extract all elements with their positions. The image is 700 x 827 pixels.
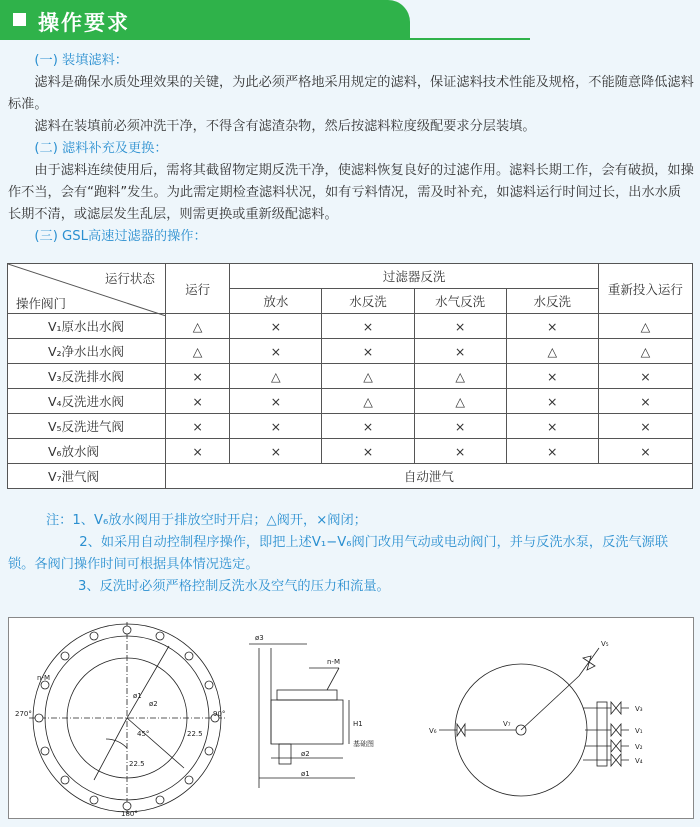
row-label: V₁原水出水阀 xyxy=(8,314,166,339)
auto-vent-cell: 自动泄气 xyxy=(165,464,692,489)
technical-drawings-panel xyxy=(8,617,694,819)
piping-v4-label: V₄ xyxy=(635,757,643,765)
row-label: V₂净水出水阀 xyxy=(8,339,166,364)
status-cell: × xyxy=(414,314,506,339)
section-d3-label: ø3 xyxy=(255,634,264,642)
status-cell: × xyxy=(165,364,229,389)
flange-plan-view xyxy=(29,622,225,814)
subheader-water-air-backwash: 水气反洗 xyxy=(414,289,506,314)
flange-nm-label: n-M xyxy=(37,674,51,682)
status-cell: × xyxy=(414,439,506,464)
section-h1-label: H1 xyxy=(353,720,363,728)
bullet-square-icon xyxy=(13,13,26,26)
header-restart: 重新投入运行 xyxy=(598,264,692,314)
note-3: 3、反洗时必须严格控制反洗水及空气的压力和流量。 xyxy=(78,579,390,594)
section-2-paragraph-1: 由于滤料连续使用后，需将其截留物定期反洗干净，使滤料恢复良好的过滤作用。滤料长期工作，会有破损，如操作不当，会有“跑料”发生。为此需定期检查滤料状况，如有亏料情况，需及时补充，如滤料运行时间过长，出水水质长期不清，或滤层发生乱层，则需更换或重新级配滤料。 xyxy=(8,163,694,222)
status-cell: × xyxy=(598,364,692,389)
status-cell: × xyxy=(230,439,322,464)
status-cell: △ xyxy=(598,314,692,339)
piping-valves xyxy=(457,656,621,766)
status-cell: × xyxy=(165,414,229,439)
section-1 xyxy=(8,50,694,248)
flange-45-label: 45° xyxy=(137,730,150,738)
table-row xyxy=(8,439,693,464)
note-2: 2、如采用自动控制程序操作，即把上述V₁−V₆阀门改用气动或电动阀门，并与反洗水泵，反洗气源联锁。各阀门操作时间可根据具体情况选定。 xyxy=(8,535,669,572)
flange-180-label: 180° xyxy=(121,810,138,818)
corner-top-label: 运行状态 xyxy=(104,271,155,286)
status-cell: △ xyxy=(230,364,322,389)
status-cell: △ xyxy=(165,339,229,364)
section-3-title: (三) GSL高速过滤器的操作： xyxy=(34,229,207,244)
flange-90-label: 90° xyxy=(213,710,226,718)
header-run: 运行 xyxy=(165,264,229,314)
row-label: V₄反洗进水阀 xyxy=(8,389,166,414)
piping-plan-view xyxy=(439,648,629,796)
section-nm-label: n-M xyxy=(327,658,341,666)
status-cell: × xyxy=(230,389,322,414)
status-cell: △ xyxy=(414,389,506,414)
status-cell: × xyxy=(230,314,322,339)
piping-v6-label: V₆ xyxy=(429,727,437,735)
status-cell: △ xyxy=(598,339,692,364)
flange-22-5-label: 22.5 xyxy=(187,730,203,738)
piping-v5-label: V₅ xyxy=(601,640,609,648)
technical-drawings xyxy=(9,618,693,818)
status-cell: × xyxy=(322,414,414,439)
section-d1-label: ø1 xyxy=(301,770,310,778)
flange-d1-label: ø1 xyxy=(133,692,142,700)
piping-v3-label: V₃ xyxy=(635,705,643,713)
subheader-drain: 放水 xyxy=(230,289,322,314)
piping-v1-label: V₁ xyxy=(635,727,643,735)
header-backwash: 过滤器反洗 xyxy=(230,264,599,289)
status-cell: △ xyxy=(165,314,229,339)
row-label: V₆放水阀 xyxy=(8,439,166,464)
table-corner-cell xyxy=(8,264,166,314)
subheader-water-backwash-2: 水反洗 xyxy=(506,289,598,314)
section-d2-label: ø2 xyxy=(301,750,310,758)
status-cell: × xyxy=(165,439,229,464)
status-cell: × xyxy=(414,414,506,439)
section-2-title: (二) 滤料补充及更换： xyxy=(34,141,168,156)
table-row xyxy=(8,414,693,439)
table-row xyxy=(8,314,693,339)
status-cell: × xyxy=(506,364,598,389)
note-1: 注：1、V₆放水阀用于排放空时开启；△阀开，×阀闭； xyxy=(46,513,367,528)
row-label-v7: V₇泄气阀 xyxy=(8,464,166,489)
table-row xyxy=(8,339,693,364)
section-1-title: (一) 装填滤料： xyxy=(34,53,128,68)
status-cell: × xyxy=(598,389,692,414)
table-row xyxy=(8,389,693,414)
page-title: 操作要求 xyxy=(38,11,130,35)
status-cell: △ xyxy=(322,389,414,414)
status-cell: × xyxy=(414,339,506,364)
status-cell: × xyxy=(322,339,414,364)
flange-270-label: 270° xyxy=(15,710,32,718)
row-label: V₃反洗排水阀 xyxy=(8,364,166,389)
status-cell: × xyxy=(598,439,692,464)
status-cell: △ xyxy=(322,364,414,389)
notes xyxy=(8,510,694,598)
status-cell: × xyxy=(322,314,414,339)
status-cell: △ xyxy=(506,339,598,364)
status-cell: × xyxy=(322,439,414,464)
status-cell: △ xyxy=(414,364,506,389)
status-cell: × xyxy=(165,389,229,414)
valve-operation-table xyxy=(7,263,693,489)
table-row xyxy=(8,364,693,389)
status-cell: × xyxy=(506,439,598,464)
section-base-label: 基础图 xyxy=(353,740,374,748)
piping-v7-label: V₇ xyxy=(503,720,511,728)
status-cell: × xyxy=(230,414,322,439)
piping-v2-label: V₂ xyxy=(635,743,643,751)
flange-d2-label: ø2 xyxy=(149,700,158,708)
status-cell: × xyxy=(506,414,598,439)
status-cell: × xyxy=(230,339,322,364)
subheader-water-backwash: 水反洗 xyxy=(322,289,414,314)
status-cell: × xyxy=(506,314,598,339)
status-cell: × xyxy=(506,389,598,414)
corner-bottom-label: 操作阀门 xyxy=(16,296,67,311)
flange-22-5-label-2: 22.5 xyxy=(129,760,145,768)
row-label: V₅反洗进气阀 xyxy=(8,414,166,439)
status-cell: × xyxy=(598,414,692,439)
section-header xyxy=(0,0,700,42)
section-1-paragraph-1: 滤料是确保水质处理效果的关键，为此必须严格地采用规定的滤料，保证滤料技术性能及规格，不能随意降低滤料标准。 xyxy=(8,75,694,112)
section-1-paragraph-2: 滤料在装填前必须冲洗干净，不得含有滤渣杂物，然后按滤料粒度级配要求分层装填。 xyxy=(34,119,536,134)
